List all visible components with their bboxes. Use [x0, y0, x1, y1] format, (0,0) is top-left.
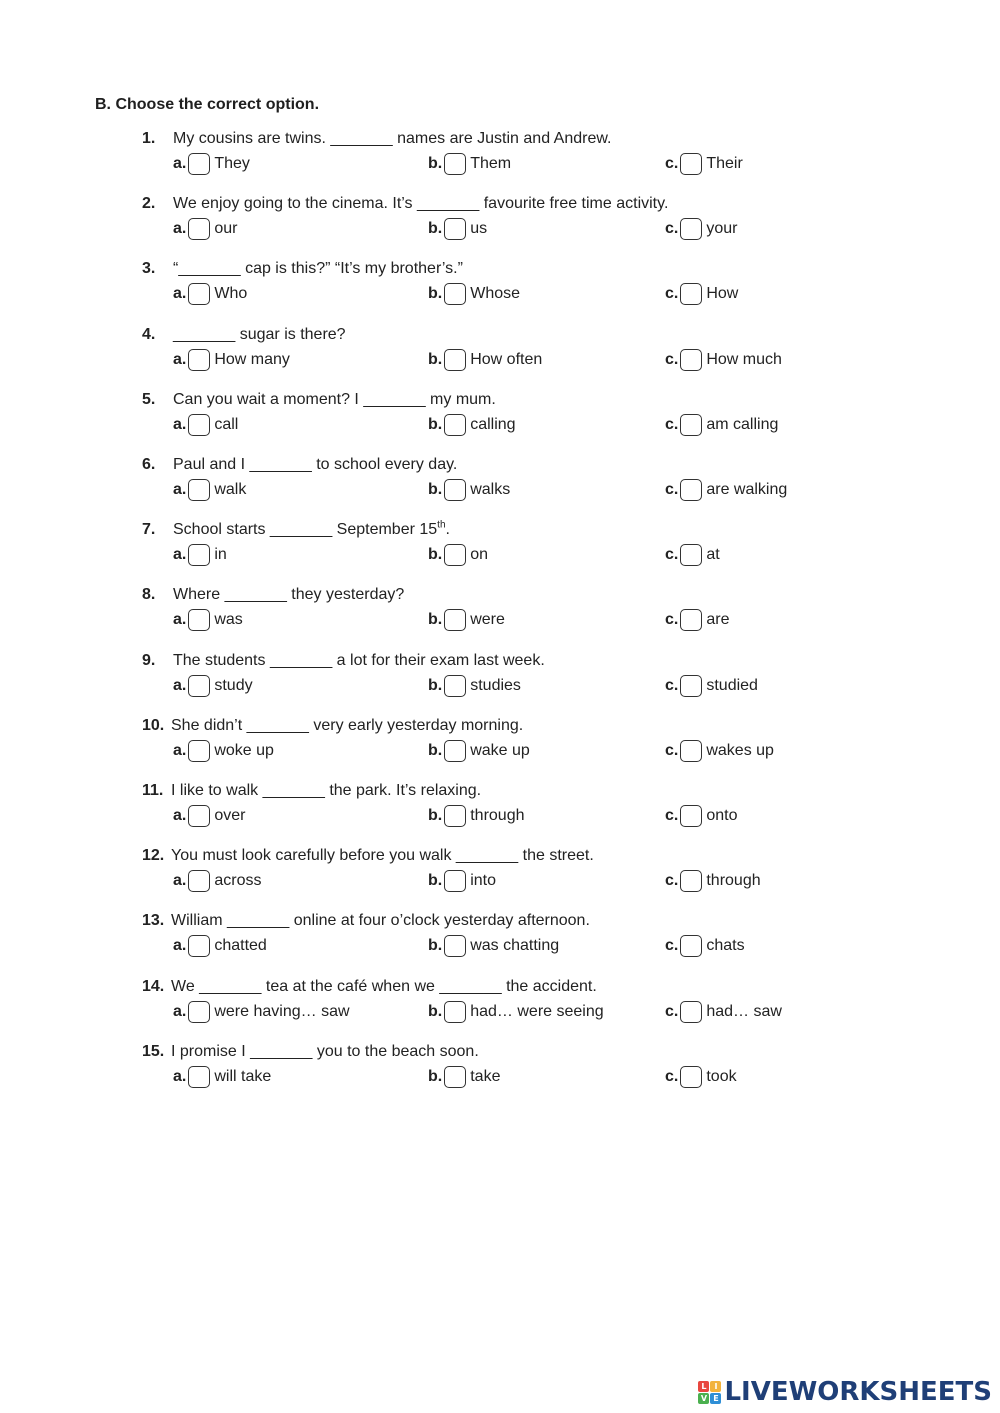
- question-number: 4.: [142, 326, 156, 343]
- option-a[interactable]: [173, 281, 247, 307]
- question-text: [173, 586, 404, 603]
- option-checkbox[interactable]: [188, 349, 210, 371]
- option-label: Who: [214, 285, 248, 302]
- question-text-main: Paul and I _______ to school every day.: [173, 456, 458, 473]
- question-number: 7.: [142, 521, 156, 538]
- option-a[interactable]: [173, 216, 237, 242]
- option-letter: b.: [428, 546, 443, 563]
- option-b[interactable]: [428, 999, 604, 1025]
- option-label: will take: [214, 1068, 272, 1085]
- question-number: 3.: [142, 260, 156, 277]
- option-checkbox[interactable]: [680, 544, 702, 566]
- question-text: [171, 1043, 479, 1060]
- option-c[interactable]: [665, 412, 778, 438]
- question-text: [171, 717, 523, 734]
- option-letter: b.: [428, 742, 443, 759]
- question-text: [173, 521, 450, 538]
- option-letter: c.: [665, 807, 679, 824]
- option-a[interactable]: [173, 1064, 271, 1090]
- question-item: [0, 585, 1000, 651]
- option-checkbox[interactable]: [680, 283, 702, 305]
- question-text-main: _______ sugar is there?: [173, 326, 346, 343]
- option-checkbox[interactable]: [188, 283, 210, 305]
- question-item: [0, 846, 1000, 912]
- option-letter: a.: [173, 481, 187, 498]
- option-a[interactable]: [173, 803, 245, 829]
- option-label: take: [470, 1068, 501, 1085]
- option-label: onto: [706, 807, 738, 824]
- question-line: [142, 194, 668, 214]
- option-letter: a.: [173, 872, 187, 889]
- option-letter: c.: [665, 351, 679, 368]
- option-c[interactable]: [665, 933, 745, 959]
- question-text-main: School starts _______ September 15: [173, 521, 438, 538]
- option-letter: c.: [665, 742, 679, 759]
- option-checkbox[interactable]: [680, 805, 702, 827]
- option-label: am calling: [706, 416, 779, 433]
- question-item: [0, 716, 1000, 782]
- option-label: was chatting: [470, 937, 560, 954]
- question-number: 6.: [142, 456, 156, 473]
- option-label: Them: [470, 155, 512, 172]
- question-text: [173, 326, 346, 343]
- option-c[interactable]: [665, 281, 738, 307]
- question-text-superscript: th: [437, 519, 446, 531]
- option-letter: c.: [665, 546, 679, 563]
- option-label: took: [706, 1068, 737, 1085]
- option-b[interactable]: [428, 542, 488, 568]
- option-checkbox[interactable]: [680, 218, 702, 240]
- question-text-main: We _______ tea at the café when we _______ the accident.: [171, 978, 597, 995]
- question-text-main: Can you wait a moment? I _______ my mum.: [173, 391, 496, 408]
- option-letter: c.: [665, 481, 679, 498]
- question-text-main: She didn’t _______ very early yesterday morning.: [171, 717, 524, 734]
- option-checkbox[interactable]: [188, 870, 210, 892]
- option-letter: a.: [173, 742, 187, 759]
- option-b[interactable]: [428, 477, 510, 503]
- question-line: [142, 390, 496, 410]
- option-letter: b.: [428, 937, 443, 954]
- option-checkbox[interactable]: [444, 349, 466, 371]
- question-number: 1.: [142, 130, 156, 147]
- option-label: had… were seeing: [470, 1003, 604, 1020]
- option-label: were having… saw: [214, 1003, 350, 1020]
- question-line: [142, 651, 545, 671]
- question-text: [173, 130, 611, 147]
- option-c[interactable]: [665, 738, 774, 764]
- question-number: 2.: [142, 195, 156, 212]
- option-letter: c.: [665, 416, 679, 433]
- question-item: [0, 781, 1000, 847]
- question-line: [142, 520, 450, 540]
- question-item: [0, 651, 1000, 717]
- option-checkbox[interactable]: [680, 349, 702, 371]
- question-line: [142, 781, 481, 801]
- option-b[interactable]: [428, 216, 487, 242]
- question-text-main: You must look carefully before you walk _______ the street.: [171, 847, 594, 864]
- question-item: [0, 194, 1000, 260]
- option-letter: a.: [173, 546, 187, 563]
- option-label: How many: [214, 351, 290, 368]
- question-line: [142, 585, 404, 605]
- option-letter: a.: [173, 1068, 187, 1085]
- option-label: through: [706, 872, 761, 889]
- option-letter: a.: [173, 937, 187, 954]
- option-checkbox[interactable]: [188, 935, 210, 957]
- logo-mark-tile: V: [698, 1393, 709, 1404]
- option-label: How much: [706, 351, 782, 368]
- option-label: studies: [470, 677, 521, 694]
- question-line: [142, 911, 590, 931]
- question-text-main: “_______ cap is this?” “It’s my brother’s.”: [173, 260, 463, 277]
- option-c[interactable]: [665, 347, 782, 373]
- option-checkbox[interactable]: [444, 153, 466, 175]
- option-label: was: [214, 611, 243, 628]
- option-checkbox[interactable]: [188, 805, 210, 827]
- option-label: are: [706, 611, 730, 628]
- question-text-main: We enjoy going to the cinema. It’s _______ favourite free time activity.: [173, 195, 669, 212]
- question-line: [142, 977, 597, 997]
- option-checkbox[interactable]: [188, 609, 210, 631]
- option-letter: c.: [665, 1068, 679, 1085]
- question-line: [142, 716, 523, 736]
- option-label: at: [706, 546, 720, 563]
- question-line: [142, 259, 463, 279]
- option-label: They: [214, 155, 250, 172]
- option-letter: c.: [665, 220, 679, 237]
- option-label: your: [706, 220, 738, 237]
- question-number: 8.: [142, 586, 156, 603]
- option-label: chats: [706, 937, 745, 954]
- option-letter: b.: [428, 1003, 443, 1020]
- option-letter: a.: [173, 155, 187, 172]
- option-checkbox[interactable]: [444, 870, 466, 892]
- option-c[interactable]: [665, 673, 758, 699]
- option-checkbox[interactable]: [444, 675, 466, 697]
- option-letter: b.: [428, 285, 443, 302]
- logo-mark-tile: I: [710, 1381, 721, 1392]
- option-c[interactable]: [665, 999, 782, 1025]
- option-b[interactable]: [428, 1064, 500, 1090]
- option-checkbox[interactable]: [444, 609, 466, 631]
- option-label: had… saw: [706, 1003, 782, 1020]
- logo-mark-tile: E: [710, 1393, 721, 1404]
- option-checkbox[interactable]: [444, 1066, 466, 1088]
- question-text-end: .: [445, 521, 450, 538]
- option-label: calling: [470, 416, 516, 433]
- option-checkbox[interactable]: [188, 218, 210, 240]
- option-checkbox[interactable]: [444, 479, 466, 501]
- question-number: 10.: [142, 717, 165, 734]
- question-text: [173, 391, 496, 408]
- option-letter: b.: [428, 351, 443, 368]
- option-checkbox[interactable]: [188, 479, 210, 501]
- option-label: us: [470, 220, 488, 237]
- option-letter: a.: [173, 677, 187, 694]
- question-text: [171, 912, 590, 929]
- option-a[interactable]: [173, 933, 267, 959]
- question-text-main: I promise I _______ you to the beach soon.: [171, 1043, 479, 1060]
- option-b[interactable]: [428, 412, 516, 438]
- question-item: [0, 977, 1000, 1043]
- question-number: 5.: [142, 391, 156, 408]
- question-number: 11.: [142, 782, 164, 799]
- option-letter: b.: [428, 872, 443, 889]
- option-checkbox[interactable]: [188, 675, 210, 697]
- option-a[interactable]: [173, 412, 238, 438]
- question-number: 12.: [142, 847, 165, 864]
- option-checkbox[interactable]: [188, 544, 210, 566]
- option-c[interactable]: [665, 477, 787, 503]
- option-letter: c.: [665, 677, 679, 694]
- option-c[interactable]: [665, 607, 729, 633]
- option-a[interactable]: [173, 151, 250, 177]
- question-item: [0, 259, 1000, 325]
- option-checkbox[interactable]: [680, 609, 702, 631]
- option-checkbox[interactable]: [188, 153, 210, 175]
- question-line: [142, 325, 346, 345]
- option-checkbox[interactable]: [680, 740, 702, 762]
- question-number: 15.: [142, 1043, 165, 1060]
- question-text-main: Where _______ they yesterday?: [173, 586, 405, 603]
- option-checkbox[interactable]: [680, 935, 702, 957]
- option-label: wakes up: [706, 742, 774, 759]
- question-text: [171, 847, 594, 864]
- option-letter: b.: [428, 416, 443, 433]
- option-letter: a.: [173, 611, 187, 628]
- question-text: [173, 195, 668, 212]
- option-checkbox[interactable]: [444, 740, 466, 762]
- option-checkbox[interactable]: [680, 153, 702, 175]
- option-a[interactable]: [173, 738, 274, 764]
- option-checkbox[interactable]: [188, 1066, 210, 1088]
- option-letter: a.: [173, 285, 187, 302]
- option-label: walks: [470, 481, 511, 498]
- option-checkbox[interactable]: [444, 805, 466, 827]
- question-text-main: I like to walk _______ the park. It’s relaxing.: [171, 782, 482, 799]
- question-text: [173, 260, 463, 277]
- option-b[interactable]: [428, 933, 559, 959]
- option-label: woke up: [214, 742, 274, 759]
- option-checkbox[interactable]: [188, 740, 210, 762]
- option-checkbox[interactable]: [680, 479, 702, 501]
- option-label: on: [470, 546, 489, 563]
- option-checkbox[interactable]: [188, 1001, 210, 1023]
- question-text-main: The students _______ a lot for their exam last week.: [173, 652, 545, 669]
- question-line: [142, 1042, 479, 1062]
- option-label: over: [214, 807, 246, 824]
- option-checkbox[interactable]: [444, 283, 466, 305]
- option-letter: c.: [665, 872, 679, 889]
- question-item: [0, 455, 1000, 521]
- option-letter: c.: [665, 1003, 679, 1020]
- question-line: [142, 455, 457, 475]
- option-a[interactable]: [173, 999, 350, 1025]
- option-label: our: [214, 220, 238, 237]
- liveworksheets-logo: [698, 1377, 992, 1407]
- option-label: are walking: [706, 481, 788, 498]
- option-letter: b.: [428, 1068, 443, 1085]
- option-c[interactable]: [665, 542, 720, 568]
- option-b[interactable]: [428, 673, 521, 699]
- option-label: study: [214, 677, 253, 694]
- question-text: [171, 978, 597, 995]
- logo-text: LIVEWORKSHEETS: [724, 1377, 992, 1407]
- option-letter: c.: [665, 611, 679, 628]
- option-checkbox[interactable]: [680, 414, 702, 436]
- option-c[interactable]: [665, 216, 737, 242]
- option-b[interactable]: [428, 738, 530, 764]
- question-item: [0, 325, 1000, 391]
- question-item: [0, 390, 1000, 456]
- option-letter: c.: [665, 155, 679, 172]
- option-letter: b.: [428, 155, 443, 172]
- question-item: [0, 129, 1000, 195]
- option-letter: a.: [173, 351, 187, 368]
- option-letter: a.: [173, 416, 187, 433]
- logo-mark-icon: [698, 1381, 721, 1404]
- option-letter: a.: [173, 220, 187, 237]
- option-a[interactable]: [173, 673, 253, 699]
- option-label: were: [470, 611, 505, 628]
- question-text-main: William _______ online at four o’clock yesterday afternoon.: [171, 912, 590, 929]
- option-label: through: [470, 807, 525, 824]
- question-text: [173, 456, 457, 473]
- option-label: How: [706, 285, 739, 302]
- question-item: [0, 911, 1000, 977]
- option-checkbox[interactable]: [444, 414, 466, 436]
- option-letter: b.: [428, 611, 443, 628]
- option-label: walk: [214, 481, 247, 498]
- option-label: Their: [706, 155, 743, 172]
- option-checkbox[interactable]: [188, 414, 210, 436]
- section-title: B. Choose the correct option.: [95, 96, 320, 113]
- question-text: [173, 652, 545, 669]
- option-a[interactable]: [173, 607, 243, 633]
- option-b[interactable]: [428, 281, 520, 307]
- question-item: [0, 520, 1000, 586]
- option-letter: a.: [173, 807, 187, 824]
- option-label: How often: [470, 351, 543, 368]
- option-a[interactable]: [173, 868, 261, 894]
- option-a[interactable]: [173, 542, 227, 568]
- question-line: [142, 846, 594, 866]
- option-c[interactable]: [665, 1064, 737, 1090]
- option-letter: b.: [428, 481, 443, 498]
- option-label: wake up: [470, 742, 530, 759]
- option-b[interactable]: [428, 347, 542, 373]
- option-b[interactable]: [428, 803, 524, 829]
- option-label: across: [214, 872, 262, 889]
- option-label: Whose: [470, 285, 521, 302]
- option-checkbox[interactable]: [680, 1066, 702, 1088]
- option-letter: c.: [665, 937, 679, 954]
- question-number: 9.: [142, 652, 156, 669]
- option-letter: a.: [173, 1003, 187, 1020]
- option-checkbox[interactable]: [680, 870, 702, 892]
- option-label: in: [214, 546, 227, 563]
- option-label: chatted: [214, 937, 267, 954]
- option-letter: b.: [428, 220, 443, 237]
- option-checkbox[interactable]: [444, 544, 466, 566]
- option-c[interactable]: [665, 868, 761, 894]
- option-b[interactable]: [428, 151, 511, 177]
- option-label: call: [214, 416, 239, 433]
- question-text: [171, 782, 481, 799]
- option-checkbox[interactable]: [444, 935, 466, 957]
- option-checkbox[interactable]: [680, 675, 702, 697]
- option-letter: b.: [428, 677, 443, 694]
- question-line: [142, 129, 611, 149]
- option-b[interactable]: [428, 607, 505, 633]
- question-item: [0, 1042, 1000, 1108]
- option-letter: c.: [665, 285, 679, 302]
- option-a[interactable]: [173, 477, 246, 503]
- option-checkbox[interactable]: [444, 218, 466, 240]
- question-number: 13.: [142, 912, 165, 929]
- option-c[interactable]: [665, 803, 737, 829]
- option-label: studied: [706, 677, 758, 694]
- option-checkbox[interactable]: [444, 1001, 466, 1023]
- option-checkbox[interactable]: [680, 1001, 702, 1023]
- question-number: 14.: [142, 978, 165, 995]
- question-text-main: My cousins are twins. _______ names are Justin and Andrew.: [173, 130, 612, 147]
- option-label: into: [470, 872, 497, 889]
- logo-mark-tile: L: [698, 1381, 709, 1392]
- option-letter: b.: [428, 807, 443, 824]
- option-c[interactable]: [665, 151, 743, 177]
- option-b[interactable]: [428, 868, 496, 894]
- option-a[interactable]: [173, 347, 290, 373]
